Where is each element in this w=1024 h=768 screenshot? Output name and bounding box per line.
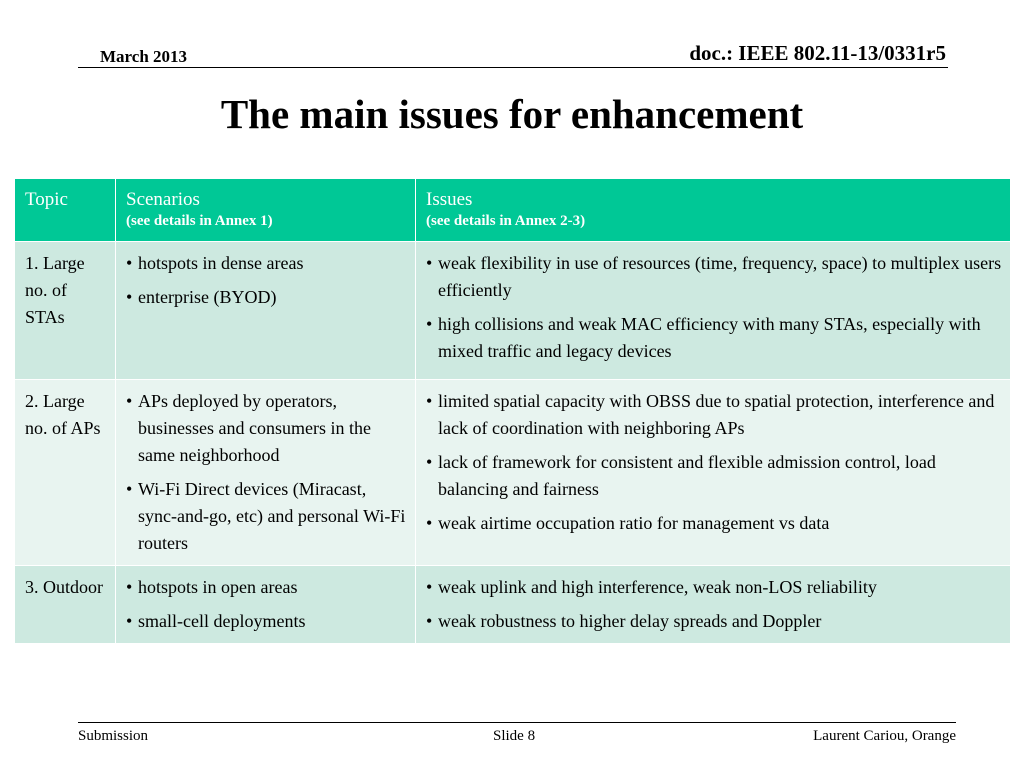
list-item <box>426 250 1002 304</box>
table-row <box>15 242 1011 380</box>
scenarios-cell <box>116 242 416 380</box>
bullet-icon: • <box>426 391 433 411</box>
footer-author: Laurent Cariou, Orange <box>813 728 956 744</box>
list-item <box>426 449 1002 503</box>
bullet-icon: • <box>426 513 433 533</box>
header-rule <box>78 67 948 68</box>
header-doc-id: doc.: IEEE 802.11-13/0331r5 <box>689 41 946 65</box>
list-item-text: weak airtime occupation ratio for management vs data <box>438 513 830 533</box>
bullet-icon: • <box>126 253 133 273</box>
list-item <box>426 510 1002 537</box>
topic-cell: 3. Outdoor <box>15 566 116 644</box>
list-item-text: enterprise (BYOD) <box>138 287 277 307</box>
bullet-icon: • <box>426 314 433 334</box>
bullet-icon: • <box>126 479 133 499</box>
list-item-text: lack of framework for consistent and flexible admission control, load balancing and fairness <box>438 452 936 499</box>
bullet-icon: • <box>426 452 433 472</box>
list-item-text: high collisions and weak MAC efficiency with many STAs, especially with mixed traffic and legacy devices <box>438 314 981 361</box>
list-item <box>126 388 407 469</box>
bullet-icon: • <box>426 253 433 273</box>
list-item-text: small-cell deployments <box>138 611 306 631</box>
header-topic-label: Topic <box>25 189 68 210</box>
issues-cell <box>416 380 1011 566</box>
list-item-text: Wi-Fi Direct devices (Miracast, sync-and-go, etc) and personal Wi-Fi routers <box>138 479 406 553</box>
list-item-text: limited spatial capacity with OBSS due to spatial protection, interference and lack of coordination with neighboring APs <box>438 391 995 438</box>
bullet-icon: • <box>126 287 133 307</box>
bullet-icon: • <box>126 611 133 631</box>
list-item-text: weak robustness to higher delay spreads and Doppler <box>438 611 822 631</box>
footer-rule <box>78 722 956 723</box>
header-date: March 2013 <box>100 47 188 66</box>
list-item-text: APs deployed by operators, businesses and consumers in the same neighborhood <box>138 391 371 465</box>
header-issues-label: Issues <box>426 189 473 210</box>
header-topic <box>15 179 116 242</box>
list-item-text: hotspots in dense areas <box>138 253 304 273</box>
scenarios-cell <box>116 380 416 566</box>
bullet-icon: • <box>426 577 433 597</box>
topic-cell: 1. Large no. of STAs <box>15 242 116 380</box>
list-item <box>126 250 407 277</box>
issues-table <box>14 178 1011 644</box>
list-item-text: weak uplink and high interference, weak non-LOS reliability <box>438 577 877 597</box>
table-row <box>15 566 1011 644</box>
list-item <box>126 608 407 635</box>
header-scenarios-note: (see details in Annex 1) <box>126 213 273 229</box>
topic-cell: 2. Large no. of APs <box>15 380 116 566</box>
list-item <box>426 608 1002 635</box>
table-header-row <box>15 179 1011 242</box>
list-item <box>426 388 1002 442</box>
bullet-icon: • <box>426 611 433 631</box>
list-item <box>126 476 407 557</box>
slide-title: The main issues for enhancement <box>220 91 804 137</box>
table-row <box>15 380 1011 566</box>
scenarios-cell <box>116 566 416 644</box>
bullet-icon: • <box>126 577 133 597</box>
list-item-text: hotspots in open areas <box>138 577 298 597</box>
footer-submission: Submission <box>78 728 149 744</box>
footer-slide-number: Slide 8 <box>493 728 536 744</box>
list-item <box>426 574 1002 601</box>
list-item <box>426 311 1002 365</box>
list-item <box>126 284 407 311</box>
header-issues <box>416 179 1011 242</box>
issues-cell <box>416 566 1011 644</box>
bullet-icon: • <box>126 391 133 411</box>
list-item-text: weak flexibility in use of resources (time, frequency, space) to multiplex users efficiently <box>438 253 1002 300</box>
header-scenarios <box>116 179 416 242</box>
list-item <box>126 574 407 601</box>
header-scenarios-label: Scenarios <box>126 189 200 210</box>
header-issues-note: (see details in Annex 2-3) <box>426 213 586 229</box>
issues-cell <box>416 242 1011 380</box>
